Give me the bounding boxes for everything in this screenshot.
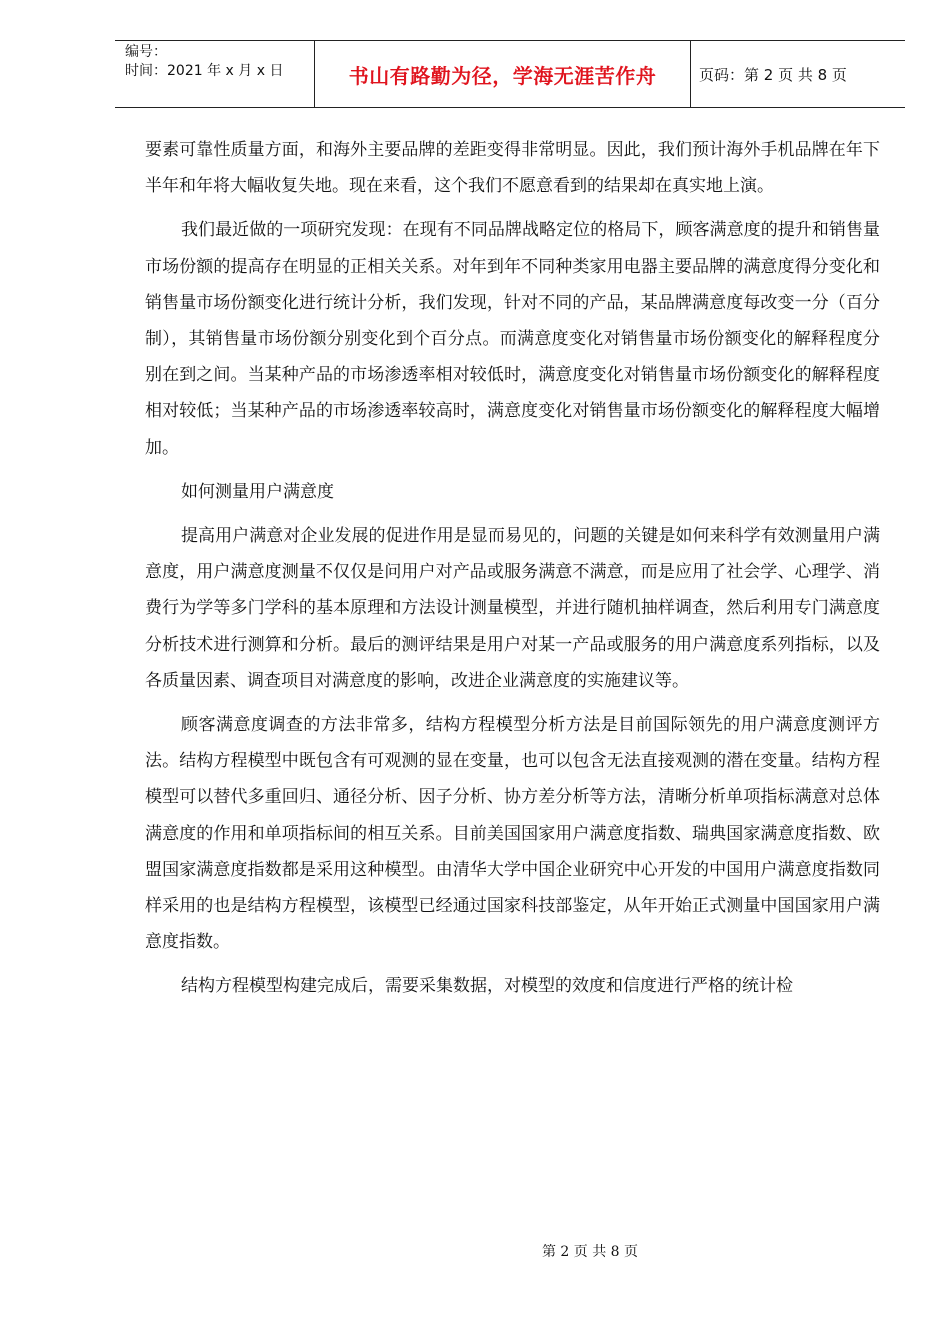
document-date: 时间：2021 年 x 月 x 日 [125,63,284,79]
page-header [115,40,905,108]
paragraph-3: 提高用户满意对企业发展的促进作用是显而易见的，问题的关键是如何来科学有效测量用户满意度，用户满意度测量不仅仅是问用户对产品或服务满意不满意，而是应用了社会学、心理学、消费行为学等多门学科的基本原理和方法设计测量模型，并进行随机抽样调查，然后利用专门满意度分析技术进行测算和分析。最后的测评结果是用户对某一产品或服务的用户满意度系列指标，以及各质量因素、调查项目对满意度的影响，改进企业满意度的实施建议等。 [145,526,880,691]
header-page-info: 页码：第 2 页 共 8 页 [699,65,847,84]
document-code-label: 编号： [125,44,167,60]
paragraph-1: 要素可靠性质量方面，和海外主要品牌的差距变得非常明显。因此，我们预计海外手机品牌在年下半年和年将大幅收复失地。现在来看，这个我们不愿意看到的结果却在真实地上演。 [145,140,880,197]
footer-page-number: 第 2 页 共 8 页 [541,1244,639,1260]
paragraph-4: 顾客满意度调查的方法非常多，结构方程模型分析方法是目前国际领先的用户满意度测评方法。结构方程模型中既包含有可观测的显在变量，也可以包含无法直接观测的潜在变量。结构方程模型可以替代多重回归、通径分析、因子分析、协方差分析等方法，清晰分析单项指标满意对总体满意度的作用和单项指标间的相互关系。目前美国国家用户满意度指数、瑞典国家满意度指数、欧盟国家满意度指数都是采用这种模型。由清华大学中国企业研究中心开发的中国用户满意度指数同样采用的也是结构方程模型，该模型已经通过国家科技部鉴定，从年开始正式测量中国国家用户满意度指数。 [145,715,880,953]
page-footer [0,1241,950,1261]
document-body [145,132,880,1013]
section-heading: 如何测量用户满意度 [181,481,334,502]
paragraph-5: 结构方程模型构建完成后，需要采集数据，对模型的效度和信度进行严格的统计检 [181,976,793,997]
header-meta [115,41,315,107]
header-motto: 书山有路勤为径，学海无涯苦作舟 [315,41,691,107]
paragraph-2: 我们最近做的一项研究发现：在现有不同品牌战略定位的格局下，顾客满意度的提升和销售量市场份额的提高存在明显的正相关关系。对年到年不同种类家用电器主要品牌的满意度得分变化和销售量市场份额变化进行统计分析，我们发现，针对不同的产品，某品牌满意度每改变一分（百分制），其销售量市场份额分别变化到个百分点。而满意度变化对销售量市场份额变化的解释程度分别在到之间。当某种产品的市场渗透率相对较低时，满意度变化对销售量市场份额变化的解释程度相对较低；当某种产品的市场渗透率较高时，满意度变化对销售量市场份额变化的解释程度大幅增加。 [145,220,880,458]
